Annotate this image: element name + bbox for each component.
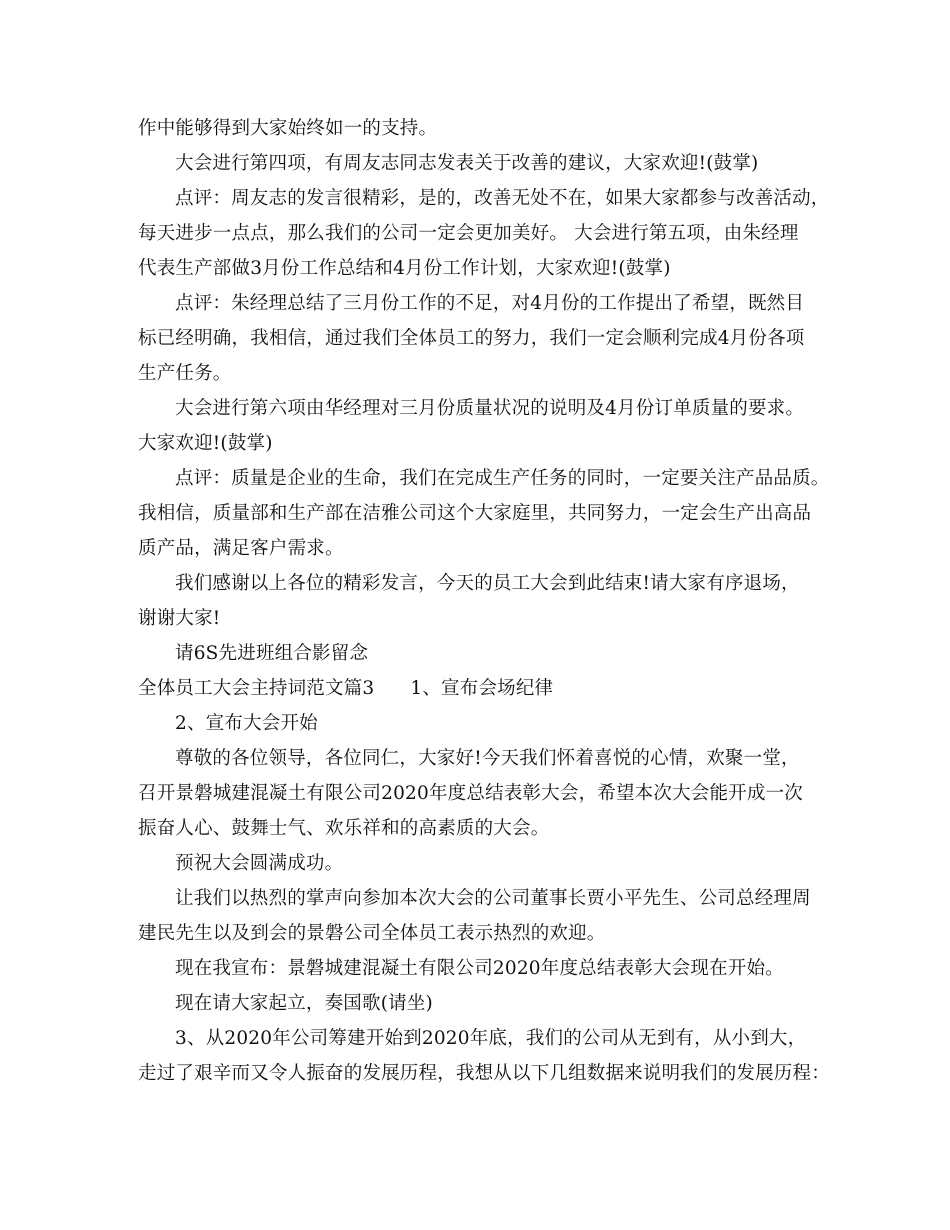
- text-line: 大会进行第六项由华经理对三月份质量状况的说明及4月份订单质量的要求。: [175, 398, 805, 419]
- section-heading: 全体员工大会主持词范文篇3: [138, 678, 375, 699]
- text-line: 我相信，质量部和生产部在洁雅公司这个大家庭里，共同努力，一定会生产出高品: [138, 503, 812, 524]
- text-line: 每天进步一点点，那么我们的公司一定会更加美好。 大会进行第五项，由朱经理: [138, 223, 799, 244]
- list-item: 1、宣布会场纪律: [410, 678, 554, 699]
- text-line: 大会进行第四项，有周友志同志发表关于改善的建议，大家欢迎!(鼓掌): [175, 153, 759, 174]
- text-line: 让我们以热烈的掌声向参加本次大会的公司董事长贾小平先生、公司总经理周: [175, 888, 811, 909]
- text-line: 点评：质量是企业的生命，我们在完成生产任务的同时，一定要关注产品品质。: [175, 468, 830, 489]
- heading-line: [138, 677, 553, 701]
- text-line: 标已经明确，我相信，通过我们全体员工的努力，我们一定会顺利完成4月份各项: [138, 328, 805, 349]
- text-line: 生产任务。: [138, 363, 232, 384]
- text-line: 尊敬的各位领导，各位同仁，大家好!今天我们怀着喜悦的心情，欢聚一堂，: [175, 748, 800, 769]
- list-item: 2、宣布大会开始: [175, 713, 318, 734]
- text-line: 我们感谢以上各位的精彩发言，今天的员工大会到此结束!请大家有序退场，: [175, 573, 800, 594]
- text-line: 质产品，满足客户需求。: [138, 538, 344, 559]
- text-line: 振奋人心、鼓舞士气、欢乐祥和的高素质的大会。: [138, 818, 550, 839]
- text-line: 大家欢迎!(鼓掌): [138, 433, 273, 454]
- text-line: 点评：朱经理总结了三月份工作的不足，对4月份的工作提出了希望，既然目: [175, 293, 805, 314]
- text-line: 点评：周友志的发言很精彩，是的，改善无处不在，如果大家都参与改善活动，: [175, 188, 830, 209]
- text-line: 走过了艰辛而又令人振奋的发展历程，我想从以下几组数据来说明我们的发展历程：: [138, 1063, 830, 1084]
- text-line: 预祝大会圆满成功。: [175, 853, 344, 874]
- text-line: 现在我宣布：景磐城建混凝土有限公司2020年度总结表彰大会现在开始。: [175, 958, 784, 979]
- text-line: 召开景磐城建混凝土有限公司2020年度总结表彰大会，希望本次大会能开成一次: [138, 783, 803, 804]
- text-line: 现在请大家起立，奏国歌(请坐): [175, 993, 433, 1014]
- list-item: 3、从2020年公司筹建开始到2020年底，我们的公司从无到有，从小到大，: [175, 1028, 807, 1049]
- text-line: 建民先生以及到会的景磐公司全体员工表示热烈的欢迎。: [138, 923, 606, 944]
- text-line: 请6S先进班组合影留念: [175, 643, 369, 664]
- text-line: 作中能够得到大家始终如一的支持。: [138, 118, 438, 139]
- text-line: 代表生产部做3月份工作总结和4月份工作计划，大家欢迎!(鼓掌): [138, 258, 671, 279]
- text-line: 谢谢大家!: [138, 608, 221, 629]
